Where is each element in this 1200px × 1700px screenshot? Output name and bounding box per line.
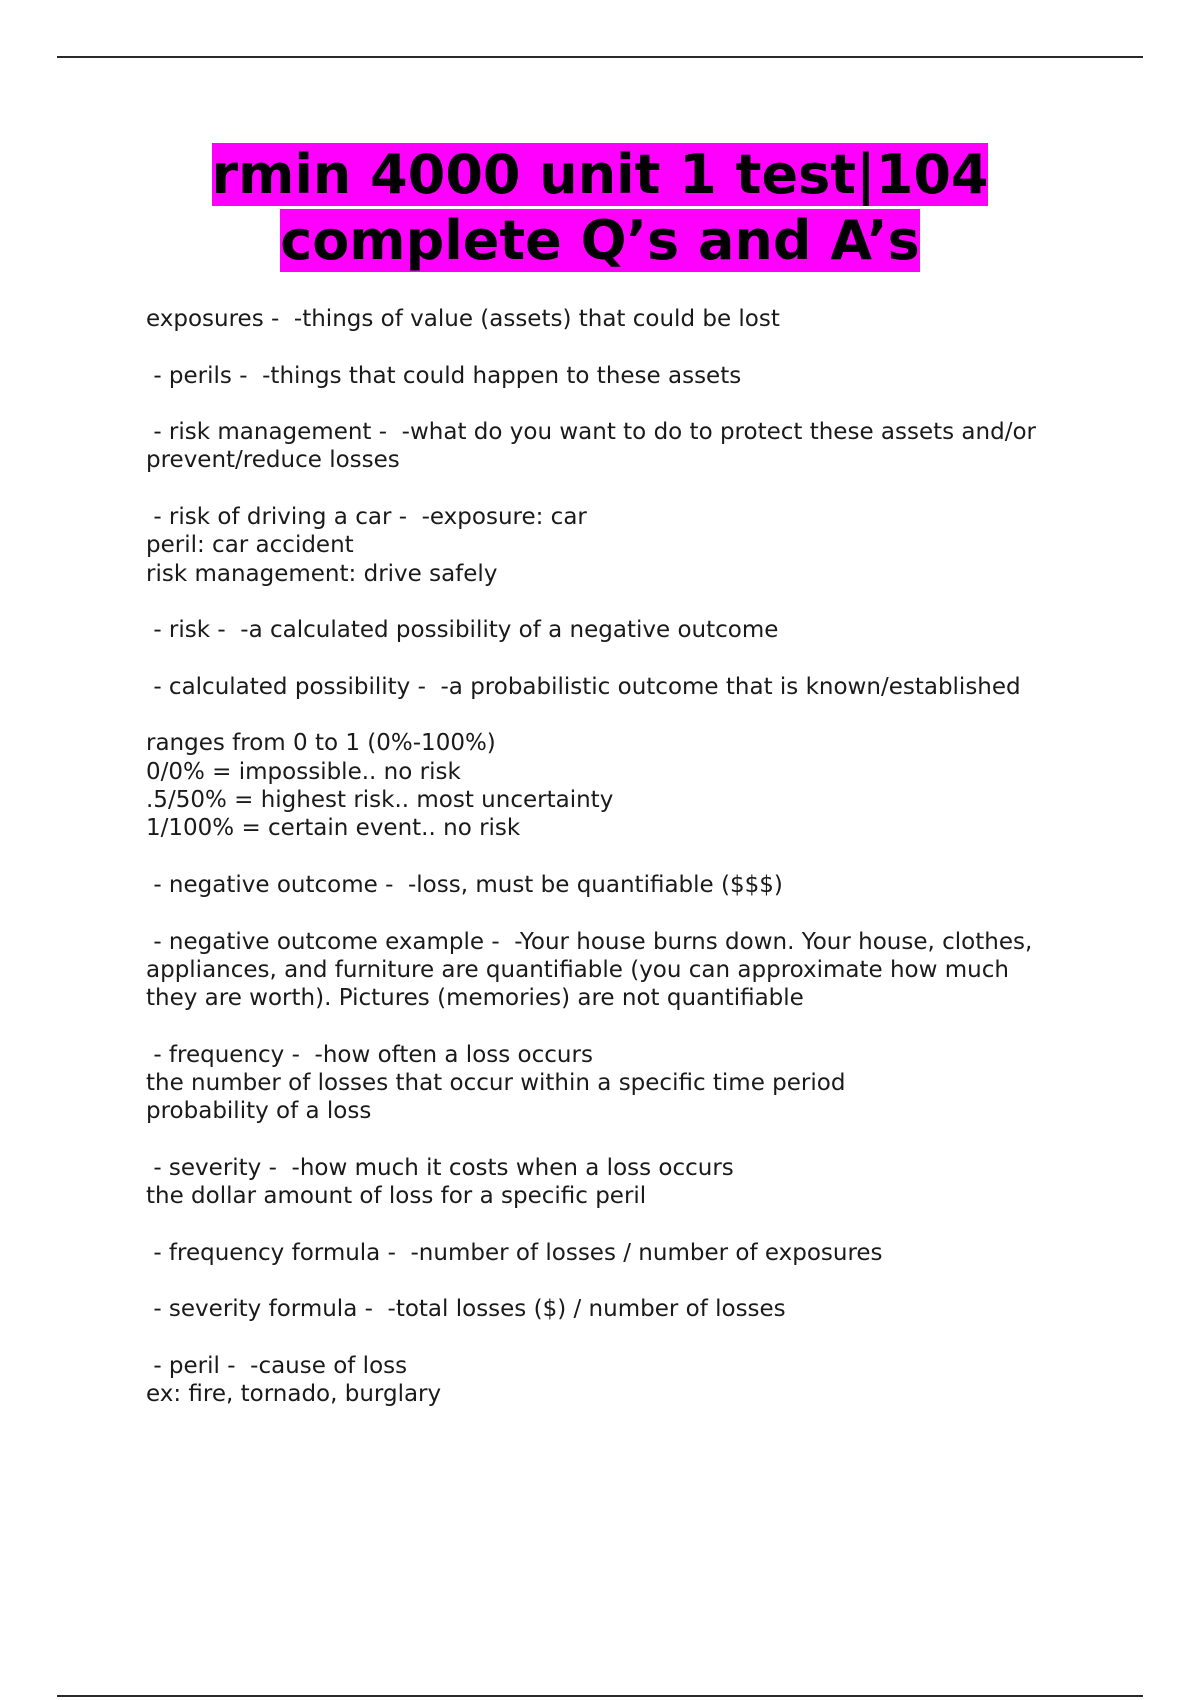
- qa-entry: [146, 503, 1106, 588]
- qa-entry: [146, 418, 1106, 475]
- qa-entry: [146, 871, 1106, 899]
- qa-entry: [146, 616, 1106, 644]
- qa-line: appliances, and furniture are quantifiable (you can approximate how much: [146, 956, 1009, 983]
- qa-line: 1/100% = certain event.. no risk: [146, 815, 521, 842]
- qa-line: - perils - -things that could happen to these assets: [146, 362, 742, 389]
- qa-entry: [146, 1295, 1106, 1323]
- qa-line: peril: car accident: [146, 532, 354, 559]
- qa-entry: [146, 362, 1106, 390]
- qa-line: - frequency - -how often a loss occurs: [146, 1041, 593, 1068]
- qa-entry: [146, 1352, 1106, 1409]
- qa-entry: [146, 1239, 1106, 1267]
- top-divider: [57, 56, 1143, 58]
- qa-line: exposures - -things of value (assets) that could be lost: [146, 306, 780, 332]
- qa-line: the number of losses that occur within a specific time period: [146, 1070, 846, 1097]
- page-title: [0, 142, 1200, 274]
- qa-entry: [146, 673, 1106, 701]
- qa-line: the dollar amount of loss for a specific peril: [146, 1183, 647, 1210]
- qa-line: - risk management - -what do you want to do to protect these assets and/or: [146, 419, 1036, 446]
- qa-line: they are worth). Pictures (memories) are not quantifiable: [146, 985, 804, 1012]
- qa-entry: [146, 1041, 1106, 1126]
- qa-line: - severity formula - -total losses ($) / number of losses: [146, 1296, 786, 1323]
- qa-line: - risk of driving a car - -exposure: car: [146, 504, 587, 531]
- qa-line: - frequency formula - -number of losses / number of exposures: [146, 1239, 883, 1266]
- title-line-1: rmin 4000 unit 1 test|104: [211, 143, 989, 206]
- qa-entry: [146, 928, 1106, 1013]
- title-line-2: complete Q’s and A’s: [280, 209, 920, 272]
- qa-line: - severity - -how much it costs when a loss occurs: [146, 1154, 734, 1181]
- qa-line: - negative outcome - -loss, must be quantifiable ($$$): [146, 871, 783, 898]
- bottom-divider: [57, 1695, 1143, 1697]
- qa-line: .5/50% = highest risk.. most uncertainty: [146, 787, 614, 814]
- qa-line: 0/0% = impossible.. no risk: [146, 758, 461, 785]
- qa-line: risk management: drive safely: [146, 560, 498, 587]
- qa-line: - calculated possibility - -a probabilistic outcome that is known/established: [146, 673, 1021, 700]
- qa-entry: [146, 305, 1106, 333]
- qa-line: - peril - -cause of loss: [146, 1352, 408, 1379]
- qa-line: - risk - -a calculated possibility of a negative outcome: [146, 617, 779, 644]
- qa-line: - negative outcome example - -Your house burns down. Your house, clothes,: [146, 928, 1033, 955]
- qa-line: prevent/reduce losses: [146, 447, 400, 474]
- qa-line: ex: fire, tornado, burglary: [146, 1381, 442, 1408]
- qa-entry: [146, 1154, 1106, 1211]
- qa-list: [146, 305, 1106, 1437]
- qa-entry: [146, 729, 1106, 842]
- qa-line: probability of a loss: [146, 1098, 372, 1125]
- qa-line: ranges from 0 to 1 (0%-100%): [146, 730, 496, 757]
